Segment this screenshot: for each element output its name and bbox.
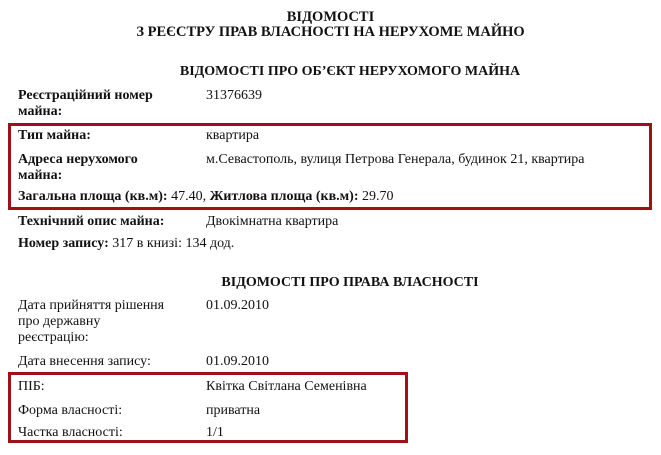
doc-title-line1: ВІДОМОСТІ bbox=[286, 9, 375, 25]
total-area-value: 47.40, bbox=[171, 189, 207, 204]
address-label-2: майна: bbox=[18, 168, 63, 183]
type-label: Тип майна: bbox=[18, 128, 91, 143]
name-value: Квітка Світлана Семенівна bbox=[206, 379, 367, 394]
area-line bbox=[18, 189, 394, 205]
tech-desc-label: Технічний опис майна: bbox=[18, 214, 165, 229]
record-value: 317 в книзі: 134 дод. bbox=[112, 236, 235, 251]
address-label-1: Адреса нерухомого bbox=[18, 152, 138, 167]
rights-section-title: ВІДОМОСТІ ПРО ПРАВА ВЛАСНОСТІ bbox=[221, 275, 479, 290]
entry-date-label: Дата внесення запису: bbox=[18, 354, 151, 369]
decision-date-label-3: реєстрацію: bbox=[18, 330, 89, 345]
decision-date-label-1: Дата прийняття рішення bbox=[18, 298, 165, 313]
reg-number-label-2: майна: bbox=[18, 104, 63, 119]
share-value: 1/1 bbox=[206, 425, 224, 440]
living-area-value: 29.70 bbox=[362, 189, 394, 204]
living-area-label: Житлова площа (кв.м): bbox=[209, 189, 359, 204]
reg-number-value: 31376639 bbox=[206, 88, 262, 103]
share-label: Частка власності: bbox=[18, 425, 123, 440]
type-value: квартира bbox=[206, 128, 260, 143]
decision-date-label-2: про державну bbox=[18, 314, 101, 329]
entry-date-value: 01.09.2010 bbox=[206, 354, 269, 369]
object-section-title: ВІДОМОСТІ ПРО ОБ’ЄКТ НЕРУХОМОГО МАЙНА bbox=[179, 64, 521, 79]
ownership-form-value: приватна bbox=[206, 403, 261, 418]
ownership-form-label: Форма власності: bbox=[18, 403, 123, 418]
total-area-label: Загальна площа (кв.м): bbox=[18, 189, 168, 204]
record-line bbox=[18, 236, 234, 252]
decision-date-value: 01.09.2010 bbox=[206, 298, 269, 313]
doc-title-line2: З РЕЄСТРУ ПРАВ ВЛАСНОСТІ НА НЕРУХОМЕ МАЙНО bbox=[136, 24, 525, 40]
reg-number-label-1: Реєстраційний номер bbox=[18, 88, 153, 103]
record-label: Номер запису: bbox=[18, 236, 109, 251]
tech-desc-value: Двокімнатна квартира bbox=[206, 214, 339, 229]
address-value: м.Севастополь, вулиця Петрова Генерала, будинок 21, квартира bbox=[206, 152, 585, 167]
name-label: ПІБ: bbox=[18, 379, 45, 394]
